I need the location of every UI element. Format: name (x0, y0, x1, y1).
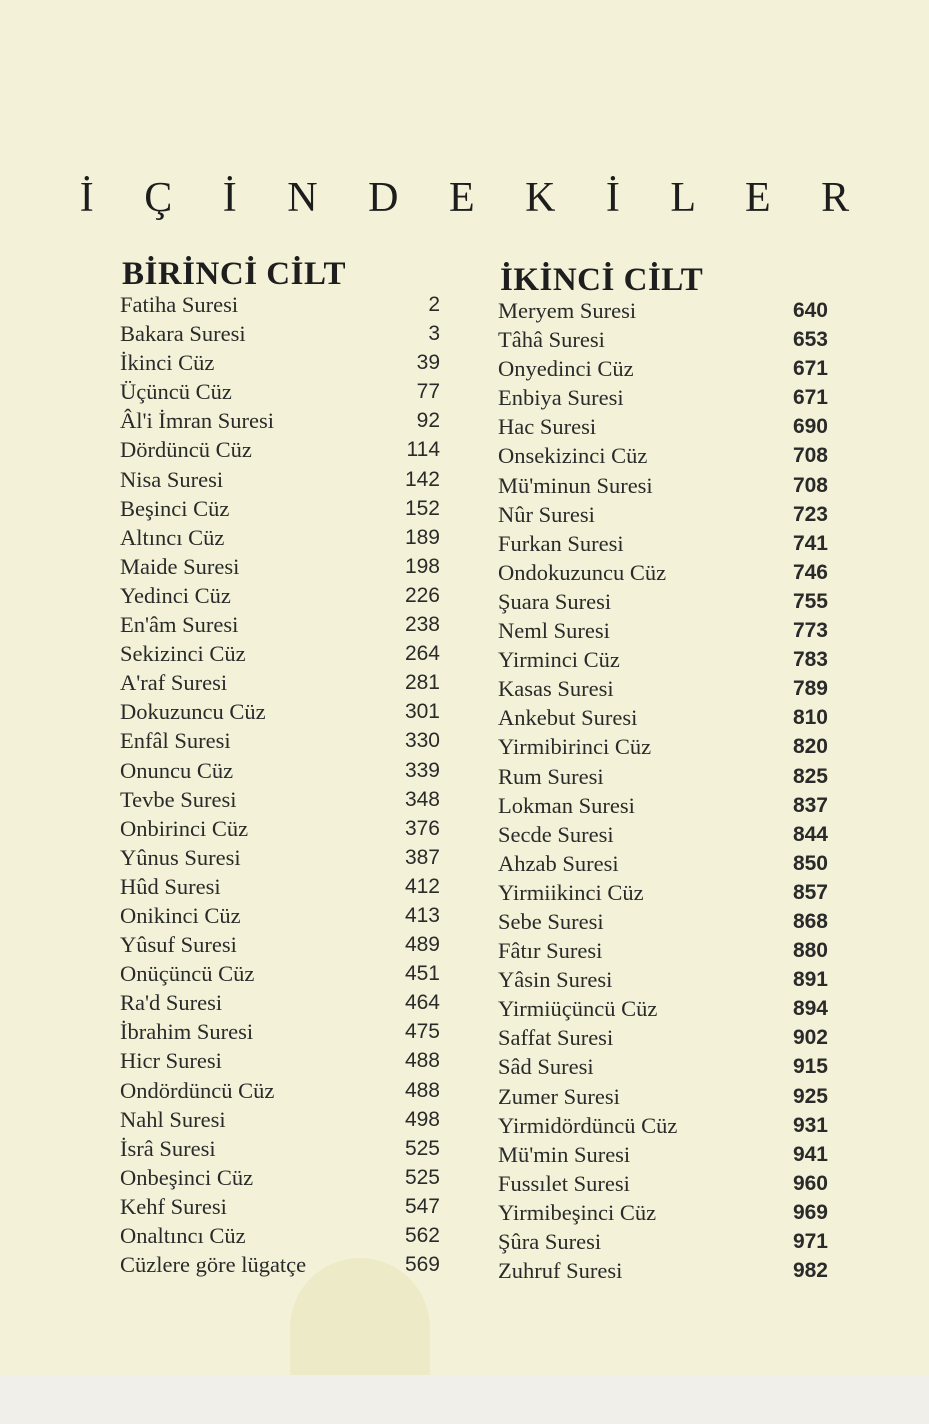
entry-title: Lokman Suresi (498, 792, 635, 818)
toc-entry (120, 726, 440, 755)
toc-entry (120, 1046, 440, 1075)
entry-title: Sekizinci Cüz (120, 641, 246, 667)
toc-entry (498, 354, 828, 383)
entry-title: Fatiha Suresi (120, 292, 239, 317)
entry-page-number: 525 (404, 1165, 440, 1189)
toc-entry (498, 616, 828, 645)
entry-page-number: 825 (792, 764, 828, 788)
entry-title: Neml Suresi (498, 618, 610, 644)
entry-title: Bakara Suresi (120, 321, 246, 347)
entry-title: Yâsin Suresi (498, 967, 613, 993)
entry-title: Beşinci Cüz (120, 495, 230, 521)
entry-title: Hicr Suresi (120, 1048, 222, 1074)
entry-title: Onaltıncı Cüz (120, 1223, 246, 1248)
toc-entry (120, 494, 440, 523)
toc-entry (120, 901, 440, 930)
volume2-heading: İKİNCİ CİLT (500, 262, 704, 298)
entry-title: Yirminci Cüz (498, 647, 620, 673)
entry-page-number: 671 (792, 357, 828, 381)
entry-page-number: 789 (792, 677, 828, 701)
entry-page-number: 982 (792, 1259, 828, 1283)
entry-page-number: 475 (404, 1020, 440, 1044)
entry-page-number: 971 (792, 1230, 828, 1253)
toc-entry (120, 1105, 440, 1134)
entry-page-number: 850 (792, 851, 828, 875)
toc-entry (498, 1256, 828, 1285)
toc-entry (498, 645, 828, 674)
toc-entry (120, 406, 440, 435)
toc-entry (498, 500, 828, 529)
entry-title: Ahzab Suresi (498, 850, 619, 876)
volume1-heading: BİRİNCİ CİLT (122, 256, 346, 292)
entry-page-number: 969 (792, 1200, 828, 1224)
toc-entry (120, 843, 440, 872)
entry-page-number: 489 (404, 933, 440, 957)
entry-page-number: 142 (404, 467, 440, 491)
entry-title: Şuara Suresi (498, 588, 612, 614)
entry-page-number: 640 (792, 299, 828, 322)
toc-entry (120, 1250, 440, 1279)
toc-entry (498, 907, 828, 936)
entry-page-number: 498 (404, 1107, 440, 1131)
entry-page-number: 2 (428, 293, 440, 316)
entry-title: Sebe Suresi (498, 908, 604, 934)
toc-entry (120, 581, 440, 610)
toc-entry (120, 959, 440, 988)
toc-entry (498, 558, 828, 587)
entry-page-number: 412 (404, 874, 440, 898)
entry-page-number: 114 (406, 438, 440, 462)
entry-title: Onsekizinci Cüz (498, 443, 648, 469)
entry-title: Yirmibirinci Cüz (498, 734, 652, 760)
entry-page-number: 451 (404, 962, 440, 986)
toc-entry (120, 523, 440, 552)
entry-title: Nûr Suresi (498, 501, 595, 527)
entry-page-number: 690 (792, 415, 828, 439)
entry-page-number: 281 (404, 671, 440, 695)
entry-page-number: 708 (792, 444, 828, 468)
entry-title: Enbiya Suresi (498, 385, 624, 411)
toc-entry (120, 610, 440, 639)
entry-title: Yedinci Cüz (120, 582, 231, 608)
entry-title: İbrahim Suresi (120, 1019, 254, 1045)
entry-title: Yirmiikinci Cüz (498, 879, 644, 905)
entry-page-number: 152 (404, 496, 440, 520)
toc-entry (120, 465, 440, 494)
toc-entry (498, 325, 828, 354)
entry-title: Şûra Suresi (498, 1229, 602, 1254)
entry-page-number: 880 (792, 939, 828, 963)
entry-page-number: 741 (792, 531, 828, 555)
entry-title: Hûd Suresi (120, 873, 221, 899)
entry-title: Fâtır Suresi (498, 938, 603, 964)
entry-title: Ankebut Suresi (498, 705, 638, 731)
entry-title: Yirmibeşinci Cüz (498, 1199, 657, 1225)
entry-title: Zumer Suresi (498, 1083, 620, 1109)
entry-title: Onikinci Cüz (120, 902, 241, 928)
entry-title: İsrâ Suresi (120, 1135, 216, 1161)
toc-entry (498, 674, 828, 703)
entry-title: A'raf Suresi (120, 670, 228, 696)
entry-page-number: 894 (792, 997, 828, 1021)
entry-page-number: 857 (792, 880, 828, 904)
toc-entry (498, 703, 828, 732)
entry-title: Kehf Suresi (120, 1193, 227, 1219)
entry-title: Furkan Suresi (498, 530, 624, 556)
entry-page-number: 902 (792, 1026, 828, 1050)
entry-title: Ondokuzuncu Cüz (498, 559, 667, 585)
toc-entry (498, 849, 828, 878)
entry-title: Tevbe Suresi (120, 786, 237, 812)
entry-page-number: 746 (792, 560, 828, 584)
entry-title: Enfâl Suresi (120, 728, 231, 754)
entry-page-number: 868 (792, 909, 828, 933)
toc-entry (498, 471, 828, 500)
entry-title: Ra'd Suresi (120, 990, 223, 1016)
entry-title: Meryem Suresi (498, 298, 637, 323)
entry-title: Mü'min Suresi (498, 1141, 631, 1167)
entry-page-number: 238 (404, 613, 440, 637)
scan-margin (0, 1375, 929, 1424)
entry-title: Saffat Suresi (498, 1025, 614, 1051)
entry-title: Sâd Suresi (498, 1054, 594, 1080)
entry-page-number: 844 (792, 822, 828, 846)
entry-title: Altıncı Cüz (120, 524, 225, 550)
entry-page-number: 348 (404, 787, 440, 811)
toc-entry (120, 697, 440, 726)
toc-entry (120, 930, 440, 959)
entry-page-number: 376 (404, 816, 440, 840)
entry-title: En'âm Suresi (120, 612, 239, 638)
toc-entry (498, 529, 828, 558)
entry-title: Âl'i İmran Suresi (120, 408, 275, 434)
toc-entry (120, 668, 440, 697)
entry-title: Nisa Suresi (120, 466, 224, 492)
toc-entry (120, 319, 440, 348)
entry-page-number: 92 (416, 409, 440, 433)
entry-title: İkinci Cüz (120, 350, 215, 376)
entry-title: Yûnus Suresi (120, 844, 241, 870)
toc-entry (498, 1169, 828, 1198)
entry-page-number: 330 (404, 729, 440, 753)
toc-entry (498, 1140, 828, 1169)
entry-page-number: 413 (404, 903, 440, 927)
toc-entry (498, 1227, 828, 1256)
entry-title: Kasas Suresi (498, 676, 614, 702)
entry-page-number: 264 (404, 642, 440, 666)
entry-page-number: 653 (792, 328, 828, 352)
entry-page-number: 783 (792, 648, 828, 672)
entry-page-number: 891 (792, 968, 828, 992)
entry-page-number: 569 (404, 1253, 440, 1277)
entry-page-number: 915 (792, 1055, 828, 1079)
toc-entry (498, 1198, 828, 1227)
toc-entry (498, 383, 828, 412)
toc-entry (498, 965, 828, 994)
entry-page-number: 77 (416, 380, 440, 404)
entry-title: Rum Suresi (498, 763, 604, 789)
entry-title: Yûsuf Suresi (120, 932, 237, 958)
toc-entry (120, 639, 440, 668)
toc-entry (120, 872, 440, 901)
entry-title: Onbirinci Cüz (120, 815, 249, 841)
volume2-contents-list (498, 296, 828, 1285)
toc-entry (120, 1017, 440, 1046)
entry-page-number: 189 (404, 525, 440, 549)
entry-title: Cüzlere göre lügatçe (120, 1252, 307, 1278)
toc-entry (120, 756, 440, 785)
toc-entry (498, 994, 828, 1023)
entry-page-number: 671 (792, 386, 828, 410)
toc-entry (498, 296, 828, 325)
entry-page-number: 820 (792, 735, 828, 759)
entry-page-number: 488 (404, 1049, 440, 1073)
entry-page-number: 464 (404, 991, 440, 1015)
entry-title: Hac Suresi (498, 414, 597, 440)
toc-entry (498, 936, 828, 965)
entry-page-number: 339 (404, 758, 440, 782)
entry-page-number: 755 (792, 589, 828, 613)
toc-entry (120, 377, 440, 406)
entry-title: Dokuzuncu Cüz (120, 699, 266, 725)
toc-entry (120, 814, 440, 843)
toc-entry (120, 348, 440, 377)
entry-page-number: 226 (404, 583, 440, 607)
entry-title: Ondördüncü Cüz (120, 1077, 275, 1103)
toc-entry (120, 785, 440, 814)
toc-entry (120, 988, 440, 1017)
entry-title: Mü'minun Suresi (498, 472, 653, 498)
page-title: İ Ç İ N D E K İ L E R (79, 175, 870, 221)
entry-title: Yirmidördüncü Cüz (498, 1112, 678, 1138)
entry-title: Onüçüncü Cüz (120, 961, 255, 987)
entry-title: Dördüncü Cüz (120, 437, 252, 463)
toc-entry (498, 732, 828, 761)
toc-entry (498, 820, 828, 849)
toc-entry (120, 552, 440, 581)
toc-entry (120, 1134, 440, 1163)
entry-title: Üçüncü Cüz (120, 379, 232, 405)
toc-entry (498, 1111, 828, 1140)
entry-title: Tâhâ Suresi (498, 327, 605, 353)
toc-entry (498, 878, 828, 907)
entry-page-number: 723 (792, 502, 828, 526)
toc-entry (120, 1076, 440, 1105)
entry-title: Nahl Suresi (120, 1106, 226, 1132)
entry-page-number: 301 (404, 700, 440, 724)
toc-entry (120, 1163, 440, 1192)
toc-entry (120, 290, 440, 319)
entry-page-number: 708 (792, 473, 828, 497)
toc-entry (498, 1052, 828, 1081)
entry-page-number: 488 (404, 1078, 440, 1102)
toc-entry (498, 1023, 828, 1052)
toc-entry (498, 412, 828, 441)
entry-page-number: 931 (792, 1113, 828, 1137)
entry-title: Onbeşinci Cüz (120, 1164, 254, 1190)
toc-entry (120, 1192, 440, 1221)
volume1-contents-list (120, 290, 440, 1279)
toc-entry (120, 1221, 440, 1250)
entry-page-number: 198 (404, 554, 440, 578)
entry-title: Secde Suresi (498, 821, 614, 847)
entry-title: Onuncu Cüz (120, 757, 234, 783)
entry-page-number: 3 (428, 322, 440, 346)
entry-title: Maide Suresi (120, 553, 240, 579)
toc-entry (498, 587, 828, 616)
entry-page-number: 960 (792, 1171, 828, 1195)
entry-title: Onyedinci Cüz (498, 356, 634, 382)
toc-entry (498, 791, 828, 820)
entry-page-number: 925 (792, 1084, 828, 1108)
toc-entry (120, 435, 440, 464)
entry-page-number: 39 (416, 351, 440, 375)
entry-page-number: 562 (404, 1224, 440, 1247)
entry-page-number: 810 (792, 706, 828, 730)
toc-entry (498, 762, 828, 791)
entry-title: Fussılet Suresi (498, 1170, 630, 1196)
entry-page-number: 547 (404, 1194, 440, 1218)
toc-entry (498, 441, 828, 470)
entry-title: Yirmiüçüncü Cüz (498, 996, 658, 1022)
entry-page-number: 941 (792, 1142, 828, 1166)
toc-entry (498, 1082, 828, 1111)
entry-page-number: 525 (404, 1136, 440, 1160)
entry-page-number: 773 (792, 619, 828, 643)
entry-page-number: 837 (792, 793, 828, 817)
entry-title: Zuhruf Suresi (498, 1258, 623, 1284)
entry-page-number: 387 (404, 845, 440, 869)
